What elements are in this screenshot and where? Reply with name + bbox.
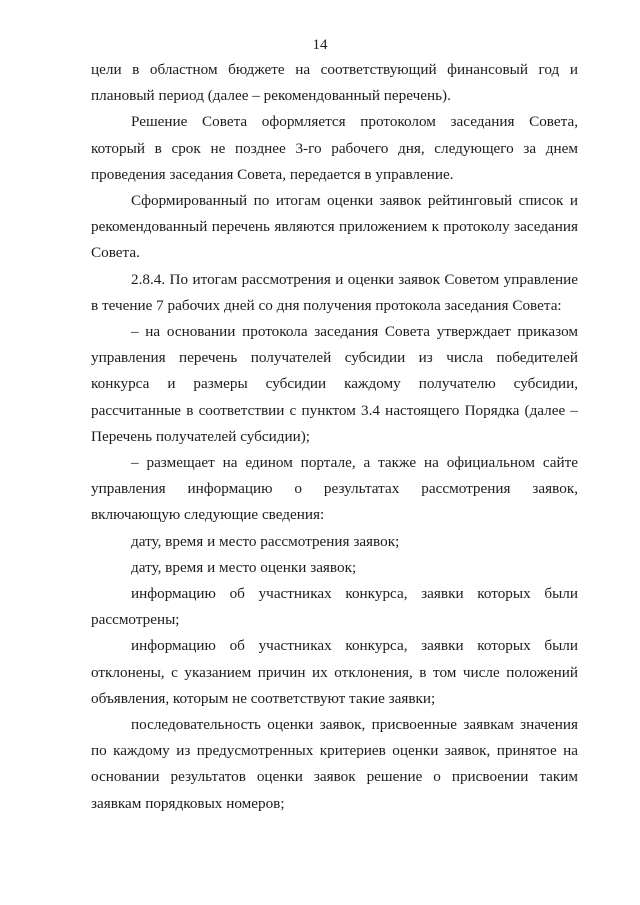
list-item-rejected-participants: информацию об участниках конкурса, заявки которых были отклонены, с указанием причин их отклонения, в том числе положений объявления, которым не соответствуют такие заявки; <box>91 637 578 707</box>
list-item-approves-order: – на основании протокола заседания Совета утверждает приказом управления перечень получателей субсидии из числа победителей конкурса и размеры субсидии каждому получателю субсидии, рассчитанные в соответствии с пунктом 3.4 настоящего Порядка (далее – Перечень получателей субсидии); <box>91 323 578 445</box>
list-item-reviewed-participants: информацию об участниках конкурса, заявки которых были рассмотрены; <box>91 585 578 629</box>
list-item-publishes-info: – размещает на едином портале, а также на официальном сайте управления информацию о результатах рассмотрения заявок, включающую следующие сведения: <box>91 454 578 524</box>
list-item-review-date: дату, время и место рассмотрения заявок; <box>131 532 400 550</box>
paragraph-council-decision: Решение Совета оформляется протоколом заседания Совета, который в срок не позднее 3-го рабочего дня, следующего за днем проведения заседания Совета, передается в управление. <box>91 113 578 183</box>
list-item-evaluation-sequence: последовательность оценки заявок, присвоенные заявкам значения по каждому из предусмотренных критериев оценки заявок, принятое на основании результатов оценки заявок решение о присвоении таким заявкам порядковых номеров; <box>91 716 578 812</box>
paragraph-continuation: цели в областном бюджете на соответствующий финансовый год и плановый период (далее – рекомендованный перечень). <box>91 61 578 105</box>
paragraph-clause-2-8-4: 2.8.4. По итогам рассмотрения и оценки заявок Советом управление в течение 7 рабочих дней со дня получения протокола заседания Совета: <box>91 270 578 314</box>
document-body <box>91 57 578 817</box>
paragraph-rating-list: Сформированный по итогам оценки заявок рейтинговый список и рекомендованный перечень являются приложением к протоколу заседания Совета. <box>91 192 578 262</box>
list-item-evaluation-date: дату, время и место оценки заявок; <box>131 558 357 576</box>
page-number: 14 <box>312 37 328 53</box>
